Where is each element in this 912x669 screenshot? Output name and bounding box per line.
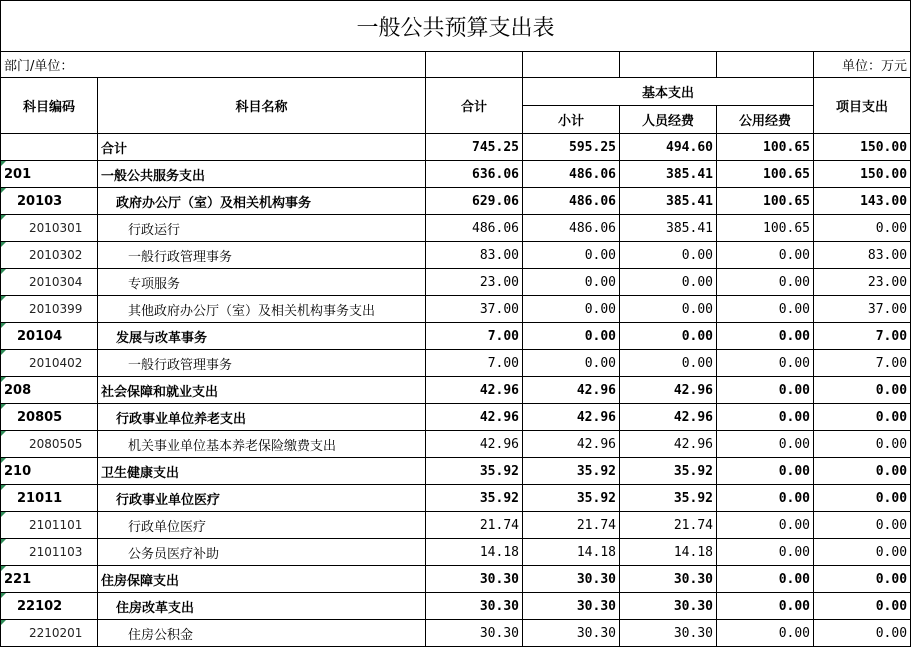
cell-name[interactable]: 行政单位医疗 xyxy=(98,512,426,539)
cell-project[interactable]: 7.00 xyxy=(814,323,911,350)
cell-public[interactable]: 0.00 xyxy=(717,620,814,647)
cell-project[interactable]: 0.00 xyxy=(814,593,911,620)
cell-project[interactable]: 7.00 xyxy=(814,350,911,377)
cell-total[interactable]: 42.96 xyxy=(426,404,523,431)
cell-total[interactable]: 636.06 xyxy=(426,161,523,188)
cell-name[interactable]: 公务员医疗补助 xyxy=(98,539,426,566)
cell-total[interactable]: 42.96 xyxy=(426,431,523,458)
cell-code[interactable]: 221 xyxy=(1,566,98,593)
table-row[interactable] xyxy=(1,431,911,458)
cell-personnel[interactable]: 42.96 xyxy=(620,404,717,431)
cell-total[interactable]: 745.25 xyxy=(426,134,523,161)
cell-personnel[interactable]: 385.41 xyxy=(620,188,717,215)
header-public: 公用经费 xyxy=(717,106,814,134)
cell-code[interactable]: 2010304 xyxy=(1,269,98,296)
cell-public[interactable]: 0.00 xyxy=(717,431,814,458)
cell-project[interactable]: 0.00 xyxy=(814,566,911,593)
cell-personnel[interactable]: 30.30 xyxy=(620,566,717,593)
cell-code[interactable]: 2080505 xyxy=(1,431,98,458)
cell-public[interactable]: 0.00 xyxy=(717,296,814,323)
cell-personnel[interactable]: 0.00 xyxy=(620,296,717,323)
table-row[interactable] xyxy=(1,458,911,485)
cell-project[interactable]: 150.00 xyxy=(814,134,911,161)
cell-subtotal[interactable]: 21.74 xyxy=(523,512,620,539)
cell-subtotal[interactable]: 0.00 xyxy=(523,350,620,377)
cell-personnel[interactable]: 42.96 xyxy=(620,431,717,458)
cell-public[interactable]: 0.00 xyxy=(717,512,814,539)
cell-public[interactable]: 0.00 xyxy=(717,539,814,566)
cell-project[interactable]: 0.00 xyxy=(814,431,911,458)
cell-public[interactable]: 0.00 xyxy=(717,458,814,485)
cell-name[interactable]: 行政事业单位医疗 xyxy=(98,485,426,512)
cell-subtotal[interactable]: 42.96 xyxy=(523,431,620,458)
cell-total[interactable]: 7.00 xyxy=(426,323,523,350)
cell-project[interactable]: 0.00 xyxy=(814,539,911,566)
cell-name[interactable]: 一般行政管理事务 xyxy=(98,242,426,269)
cell-project[interactable]: 143.00 xyxy=(814,188,911,215)
cell-subtotal[interactable]: 0.00 xyxy=(523,296,620,323)
table-row[interactable] xyxy=(1,377,911,404)
cell-code[interactable]: 2010301 xyxy=(1,215,98,242)
table-row[interactable] xyxy=(1,350,911,377)
cell-total[interactable]: 629.06 xyxy=(426,188,523,215)
cell-project[interactable]: 37.00 xyxy=(814,296,911,323)
table-row[interactable] xyxy=(1,188,911,215)
cell-total[interactable]: 35.92 xyxy=(426,485,523,512)
cell-public[interactable]: 100.65 xyxy=(717,161,814,188)
cell-subtotal[interactable]: 30.30 xyxy=(523,620,620,647)
cell-name[interactable]: 发展与改革事务 xyxy=(98,323,426,350)
cell-total[interactable]: 42.96 xyxy=(426,377,523,404)
cell-personnel[interactable]: 35.92 xyxy=(620,485,717,512)
meta-blank-cell[interactable] xyxy=(620,52,717,78)
table-row[interactable] xyxy=(1,539,911,566)
cell-code[interactable]: 2010402 xyxy=(1,350,98,377)
cell-subtotal[interactable]: 0.00 xyxy=(523,323,620,350)
table-row[interactable] xyxy=(1,134,911,161)
cell-project[interactable]: 0.00 xyxy=(814,404,911,431)
cell-subtotal[interactable]: 35.92 xyxy=(523,485,620,512)
cell-code[interactable]: 20805 xyxy=(1,404,98,431)
cell-name[interactable]: 卫生健康支出 xyxy=(98,458,426,485)
cell-public[interactable]: 0.00 xyxy=(717,269,814,296)
cell-subtotal[interactable]: 30.30 xyxy=(523,593,620,620)
meta-blank-cell[interactable] xyxy=(523,52,620,78)
table-row[interactable] xyxy=(1,323,911,350)
cell-subtotal[interactable]: 486.06 xyxy=(523,188,620,215)
cell-code[interactable]: 21011 xyxy=(1,485,98,512)
cell-public[interactable]: 0.00 xyxy=(717,593,814,620)
cell-code[interactable]: 20104 xyxy=(1,323,98,350)
cell-public[interactable]: 100.65 xyxy=(717,215,814,242)
cell-name[interactable]: 住房公积金 xyxy=(98,620,426,647)
table-row[interactable] xyxy=(1,269,911,296)
cell-personnel[interactable]: 35.92 xyxy=(620,458,717,485)
cell-subtotal[interactable]: 42.96 xyxy=(523,404,620,431)
cell-project[interactable]: 23.00 xyxy=(814,269,911,296)
cell-personnel[interactable]: 0.00 xyxy=(620,323,717,350)
table-row[interactable] xyxy=(1,620,911,647)
header-project: 项目支出 xyxy=(814,78,911,134)
cell-public[interactable]: 0.00 xyxy=(717,566,814,593)
cell-project[interactable]: 0.00 xyxy=(814,485,911,512)
cell-code[interactable]: 201 xyxy=(1,161,98,188)
cell-name[interactable]: 住房保障支出 xyxy=(98,566,426,593)
cell-code[interactable]: 210 xyxy=(1,458,98,485)
cell-code[interactable]: 2210201 xyxy=(1,620,98,647)
cell-code[interactable]: 2101103 xyxy=(1,539,98,566)
meta-blank-cell[interactable] xyxy=(717,52,814,78)
table-row[interactable] xyxy=(1,242,911,269)
cell-personnel[interactable]: 0.00 xyxy=(620,242,717,269)
cell-total[interactable]: 14.18 xyxy=(426,539,523,566)
cell-code[interactable]: 22102 xyxy=(1,593,98,620)
table-row[interactable] xyxy=(1,215,911,242)
table-row[interactable] xyxy=(1,566,911,593)
cell-personnel[interactable]: 385.41 xyxy=(620,161,717,188)
page-title: 一般公共预算支出表 xyxy=(1,1,911,52)
cell-subtotal[interactable]: 0.00 xyxy=(523,269,620,296)
cell-code[interactable]: 2010302 xyxy=(1,242,98,269)
cell-personnel[interactable]: 30.30 xyxy=(620,620,717,647)
cell-name[interactable]: 政府办公厅（室）及相关机构事务 xyxy=(98,188,426,215)
table-row[interactable] xyxy=(1,404,911,431)
header-basic: 基本支出 xyxy=(523,78,814,106)
cell-public[interactable]: 0.00 xyxy=(717,404,814,431)
table-row[interactable] xyxy=(1,593,911,620)
cell-name[interactable]: 一般公共服务支出 xyxy=(98,161,426,188)
cell-code[interactable] xyxy=(1,134,98,161)
cell-subtotal[interactable]: 14.18 xyxy=(523,539,620,566)
cell-total[interactable]: 21.74 xyxy=(426,512,523,539)
cell-total[interactable]: 23.00 xyxy=(426,269,523,296)
cell-project[interactable]: 83.00 xyxy=(814,242,911,269)
cell-subtotal[interactable]: 35.92 xyxy=(523,458,620,485)
cell-subtotal[interactable]: 30.30 xyxy=(523,566,620,593)
cell-subtotal[interactable]: 0.00 xyxy=(523,242,620,269)
cell-project[interactable]: 0.00 xyxy=(814,512,911,539)
cell-project[interactable]: 0.00 xyxy=(814,377,911,404)
cell-name[interactable]: 行政运行 xyxy=(98,215,426,242)
cell-total[interactable]: 35.92 xyxy=(426,458,523,485)
cell-code[interactable]: 20103 xyxy=(1,188,98,215)
cell-name[interactable]: 一般行政管理事务 xyxy=(98,350,426,377)
cell-public[interactable]: 100.65 xyxy=(717,188,814,215)
cell-public[interactable]: 0.00 xyxy=(717,485,814,512)
cell-name[interactable]: 住房改革支出 xyxy=(98,593,426,620)
table-row[interactable] xyxy=(1,161,911,188)
cell-subtotal[interactable]: 486.06 xyxy=(523,161,620,188)
cell-personnel[interactable]: 30.30 xyxy=(620,593,717,620)
cell-name[interactable]: 合计 xyxy=(98,134,426,161)
cell-project[interactable]: 0.00 xyxy=(814,620,911,647)
cell-total[interactable]: 486.06 xyxy=(426,215,523,242)
unit-label: 单位：万元 xyxy=(814,52,911,78)
cell-subtotal[interactable]: 42.96 xyxy=(523,377,620,404)
cell-total[interactable]: 37.00 xyxy=(426,296,523,323)
cell-name[interactable]: 社会保障和就业支出 xyxy=(98,377,426,404)
header-subtotal: 小计 xyxy=(523,106,620,134)
cell-personnel[interactable]: 42.96 xyxy=(620,377,717,404)
table-row[interactable] xyxy=(1,512,911,539)
cell-project[interactable]: 0.00 xyxy=(814,215,911,242)
cell-total[interactable]: 30.30 xyxy=(426,620,523,647)
cell-public[interactable]: 100.65 xyxy=(717,134,814,161)
cell-name[interactable]: 其他政府办公厅（室）及相关机构事务支出 xyxy=(98,296,426,323)
cell-total[interactable]: 83.00 xyxy=(426,242,523,269)
cell-name[interactable]: 机关事业单位基本养老保险缴费支出 xyxy=(98,431,426,458)
cell-public[interactable]: 0.00 xyxy=(717,350,814,377)
cell-subtotal[interactable]: 595.25 xyxy=(523,134,620,161)
cell-total[interactable]: 7.00 xyxy=(426,350,523,377)
table-row[interactable] xyxy=(1,485,911,512)
dept-label: 部门/单位： xyxy=(1,52,426,78)
table-row[interactable] xyxy=(1,296,911,323)
cell-code[interactable]: 208 xyxy=(1,377,98,404)
cell-personnel[interactable]: 21.74 xyxy=(620,512,717,539)
cell-public[interactable]: 0.00 xyxy=(717,242,814,269)
cell-subtotal[interactable]: 486.06 xyxy=(523,215,620,242)
cell-public[interactable]: 0.00 xyxy=(717,377,814,404)
cell-total[interactable]: 30.30 xyxy=(426,593,523,620)
cell-project[interactable]: 150.00 xyxy=(814,161,911,188)
cell-code[interactable]: 2010399 xyxy=(1,296,98,323)
cell-personnel[interactable]: 494.60 xyxy=(620,134,717,161)
header-code: 科目编码 xyxy=(1,78,98,134)
header-total: 合计 xyxy=(426,78,523,134)
meta-blank-cell[interactable] xyxy=(426,52,523,78)
cell-name[interactable]: 专项服务 xyxy=(98,269,426,296)
cell-project[interactable]: 0.00 xyxy=(814,458,911,485)
cell-personnel[interactable]: 0.00 xyxy=(620,350,717,377)
cell-name[interactable]: 行政事业单位养老支出 xyxy=(98,404,426,431)
cell-total[interactable]: 30.30 xyxy=(426,566,523,593)
header-personnel: 人员经费 xyxy=(620,106,717,134)
cell-personnel[interactable]: 14.18 xyxy=(620,539,717,566)
cell-personnel[interactable]: 0.00 xyxy=(620,269,717,296)
header-name: 科目名称 xyxy=(98,78,426,134)
cell-public[interactable]: 0.00 xyxy=(717,323,814,350)
cell-personnel[interactable]: 385.41 xyxy=(620,215,717,242)
cell-code[interactable]: 2101101 xyxy=(1,512,98,539)
